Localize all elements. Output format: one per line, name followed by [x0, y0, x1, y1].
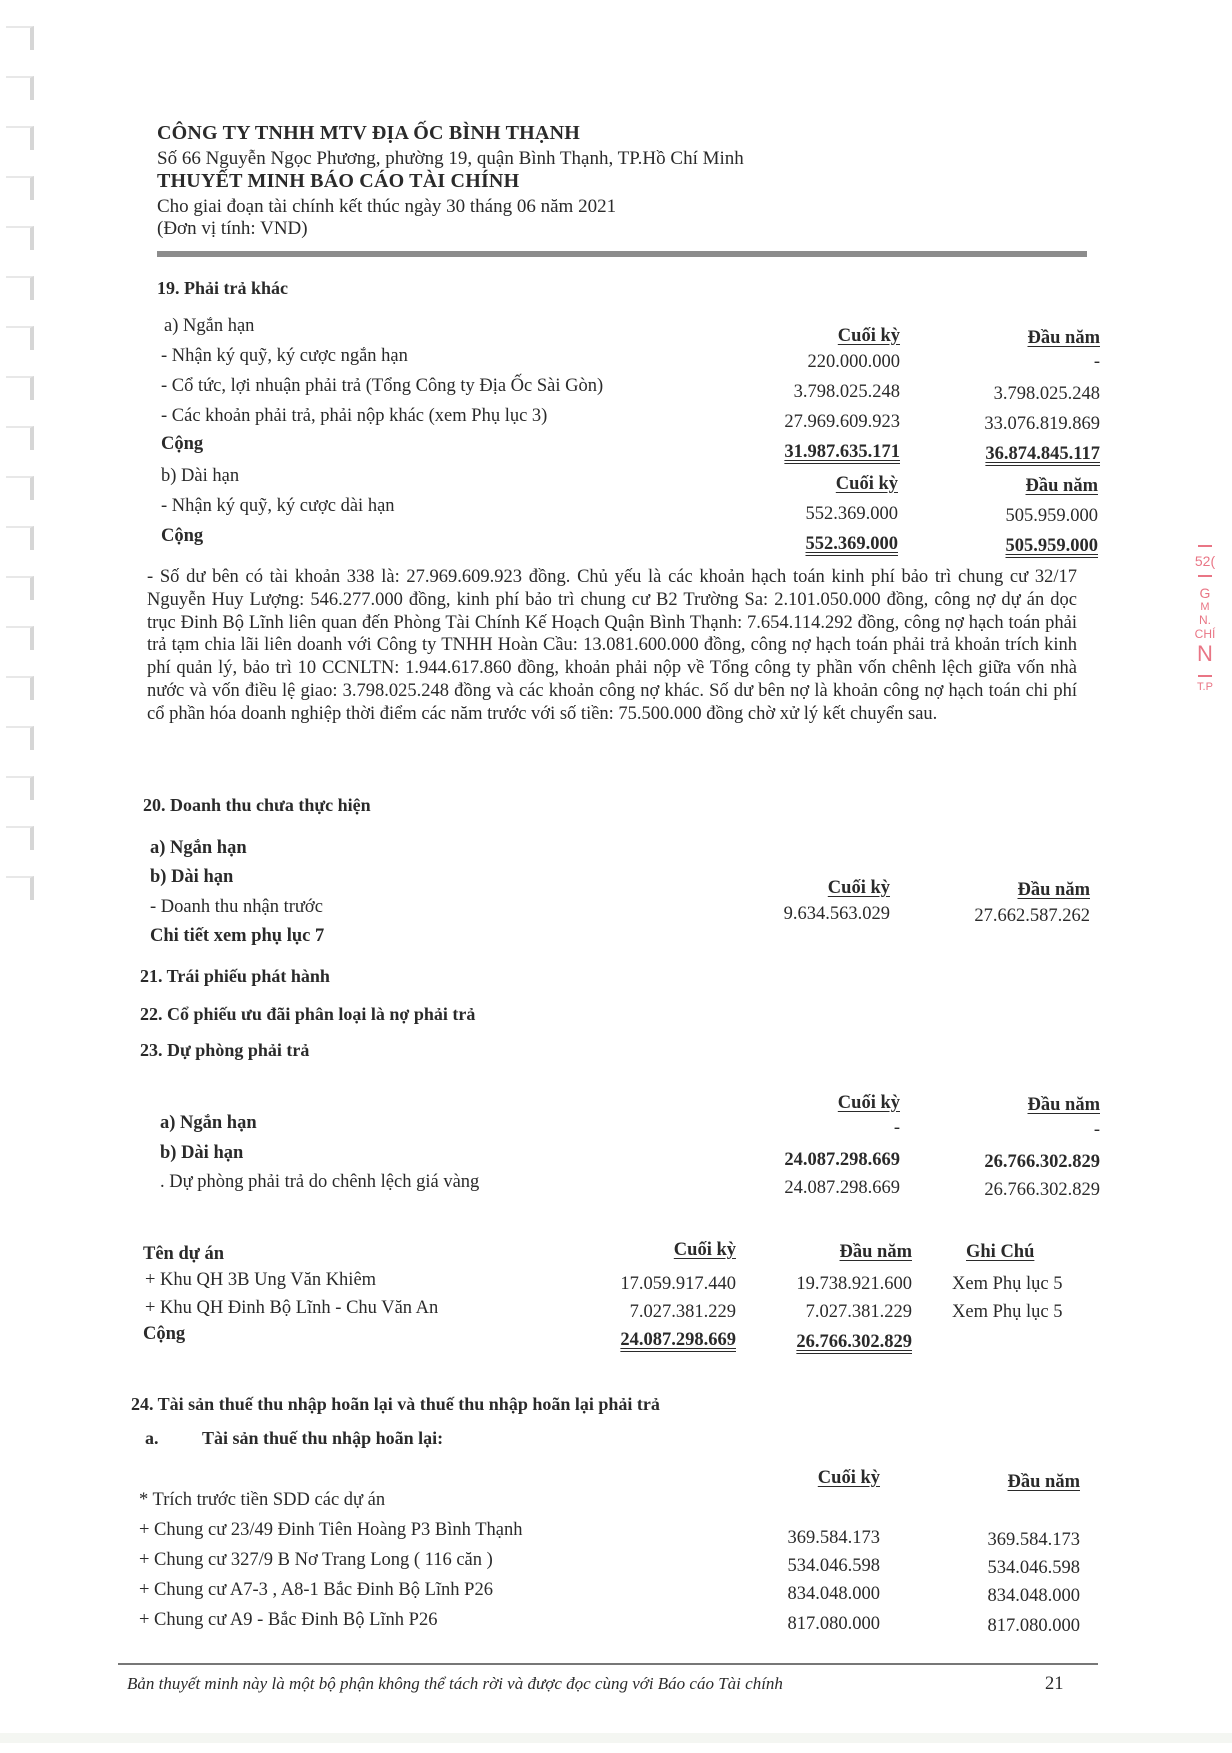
stamp-text: CHÍ	[1194, 627, 1216, 641]
header-divider	[157, 251, 1087, 257]
row-end-value: 817.080.000	[787, 1614, 880, 1634]
row-label: + Chung cư A7-3 , A8-1 Bắc Đinh Bộ Lĩnh P26	[139, 1580, 493, 1600]
s24-subsection-title: Tài sản thuế thu nhập hoãn lại:	[202, 1428, 444, 1448]
total-start-value: 26.766.302.829	[796, 1332, 912, 1352]
row-end-value: 9.634.563.029	[783, 904, 890, 924]
row-end-value: 24.087.298.669	[784, 1150, 900, 1170]
row-start-value: 369.584.173	[987, 1530, 1080, 1550]
row-start-value: 817.080.000	[987, 1616, 1080, 1636]
section-22-title: 22. Cổ phiếu ưu đãi phân loại là nợ phải trả	[140, 1004, 476, 1024]
section-19-title: 19. Phải trả khác	[157, 278, 289, 298]
total-end-value: 552.369.000	[805, 534, 898, 554]
row-label: + Chung cư A9 - Bắc Đinh Bộ Lĩnh P26	[139, 1610, 438, 1630]
report-title: THUYẾT MINH BÁO CÁO TÀI CHÍNH	[157, 170, 520, 192]
s24-group-label: * Trích trước tiền SDD các dự án	[139, 1490, 386, 1510]
row-label: - Cổ tức, lợi nhuận phải trả (Tổng Công ty Địa Ốc Sài Gòn)	[161, 376, 604, 396]
total-label: Cộng	[161, 526, 204, 546]
row-end-value: 369.584.173	[787, 1528, 880, 1548]
row-start-value: 534.046.598	[987, 1558, 1080, 1578]
section-20-title: 20. Doanh thu chưa thực hiện	[143, 795, 371, 815]
s19-col-end-header: Cuối kỳ	[837, 326, 900, 346]
project-col-end-header: Cuối kỳ	[673, 1240, 736, 1260]
s19-long-term-label: b) Dài hạn	[161, 466, 240, 486]
row-start-value: -	[1093, 1120, 1100, 1140]
company-name: CÔNG TY TNHH MTV ĐỊA ỐC BÌNH THẠNH	[157, 122, 580, 144]
s19-note-paragraph: - Số dư bên có tài khoản 338 là: 27.969.609.923 đồng. Chủ yếu là các khoản hạch toán kinh phí bảo trì chung cư 32/17 Nguyễn Huy Lượng: 546.277.000 đồng, kinh phí bảo trì chung cư B2 Trường Sa: 2.101.050.000 đồng, công nợ dự án dọc trục Đinh Bộ Lĩnh liên quan đến Phòng Tài Chính Kế Hoạch Quận Bình Thạnh: 7.654.114.292 đồng, công nợ hạch toán phải trả tạm chia lãi liên doanh với Công ty TNHH Hoàn Cầu: 13.081.600.000 đồng, công nợ hạch toán phải trả khoản trích kinh phí quản lý, bảo trì 10 CCNLTN: 1.944.617.860 đồng, khoản phải nộp về Tổng công ty phần vốn chênh lệch giữa vốn nhà nước và vốn điều lệ giao: 3.798.025.248 đồng và các khoản công nợ khác. Số dư bên nợ là khoản công nợ hạch toán chi phí cổ phần hóa doanh nghiệp thời điểm các năm trước với số tiền: 75.500.000 đồng chờ xử lý kết chuyển sau.	[147, 567, 1077, 724]
currency-unit: (Đơn vị tính: VND)	[157, 218, 308, 239]
project-col-note-header: Ghi Chú	[966, 1242, 1035, 1262]
s24-subsection-marker: a.	[145, 1428, 159, 1448]
row-start-value: 7.027.381.229	[805, 1302, 912, 1322]
row-start-value: -	[1093, 352, 1100, 372]
s19b-col-end-header: Cuối kỳ	[835, 474, 898, 494]
s24-col-end-header: Cuối kỳ	[817, 1468, 880, 1488]
row-label: + Khu QH Đinh Bộ Lĩnh - Chu Văn An	[145, 1298, 439, 1318]
row-start-value: 26.766.302.829	[984, 1180, 1100, 1200]
s19-short-term-label: a) Ngắn hạn	[164, 316, 255, 336]
stamp-text: N	[1197, 641, 1213, 666]
row-end-value: 220.000.000	[807, 352, 900, 372]
row-end-value: 7.027.381.229	[629, 1302, 736, 1322]
row-label: - Nhận ký quỹ, ký cược dài hạn	[161, 496, 395, 516]
s19-col-start-header: Đầu năm	[1027, 328, 1100, 348]
total-label: Cộng	[161, 434, 204, 454]
row-label: b) Dài hạn	[160, 1143, 244, 1163]
row-label: + Khu QH 3B Ung Văn Khiêm	[145, 1270, 377, 1290]
s20-short-term-label: a) Ngắn hạn	[150, 838, 247, 858]
project-col-start-header: Đầu năm	[839, 1242, 912, 1262]
stamp-text: 52(	[1194, 553, 1216, 569]
stamp-text: M	[1200, 601, 1210, 613]
section-24-title: 24. Tài sản thuế thu nhập hoãn lại và thuế thu nhập hoãn lại phải trả	[131, 1394, 660, 1414]
section-23-title: 23. Dự phòng phải trả	[140, 1040, 310, 1060]
total-start-value: 36.874.845.117	[985, 444, 1100, 464]
row-end-value: -	[893, 1118, 900, 1138]
s23-col-start-header: Đầu năm	[1027, 1095, 1100, 1115]
scan-edge	[0, 1733, 1232, 1743]
row-start-value: 26.766.302.829	[984, 1152, 1100, 1172]
s19b-col-start-header: Đầu năm	[1025, 476, 1098, 496]
stamp-text: G	[1199, 585, 1211, 601]
row-note: Xem Phụ lục 5	[952, 1302, 1063, 1322]
company-stamp-fragment	[1190, 545, 1220, 765]
s20-col-end-header: Cuối kỳ	[827, 878, 890, 898]
page-number: 21	[1045, 1674, 1064, 1694]
row-start-value: 834.048.000	[987, 1586, 1080, 1606]
section-21-title: 21. Trái phiếu phát hành	[140, 966, 330, 986]
row-label: - Các khoản phải trả, phải nộp khác (xem Phụ lục 3)	[161, 406, 548, 426]
s20-detail-note: Chi tiết xem phụ lục 7	[150, 926, 325, 946]
footer-note: Bản thuyết minh này là một bộ phận không thể tách rời và được đọc cùng với Báo cáo Tài chính	[127, 1674, 783, 1693]
row-end-value: 534.046.598	[787, 1556, 880, 1576]
footer-divider	[118, 1663, 1098, 1665]
stamp-text: N.	[1199, 613, 1211, 627]
s24-col-start-header: Đầu năm	[1007, 1472, 1080, 1492]
row-end-value: 17.059.917.440	[620, 1274, 736, 1294]
row-label: - Doanh thu nhận trước	[150, 897, 323, 917]
row-label: + Chung cư 23/49 Đinh Tiên Hoàng P3 Bình Thạnh	[139, 1520, 523, 1540]
s20-long-term-label: b) Dài hạn	[150, 867, 234, 887]
s23-col-end-header: Cuối kỳ	[837, 1093, 900, 1113]
row-note: Xem Phụ lục 5	[952, 1274, 1063, 1294]
row-end-value: 27.969.609.923	[784, 412, 900, 432]
row-start-value: 19.738.921.600	[796, 1274, 912, 1294]
row-label: - Nhận ký quỹ, ký cược ngắn hạn	[161, 346, 408, 366]
row-end-value: 834.048.000	[787, 1584, 880, 1604]
row-label: a) Ngắn hạn	[160, 1113, 257, 1133]
row-end-value: 24.087.298.669	[784, 1178, 900, 1198]
row-start-value: 3.798.025.248	[993, 384, 1100, 404]
total-start-value: 505.959.000	[1005, 536, 1098, 556]
row-start-value: 505.959.000	[1005, 506, 1098, 526]
stamp-text: T.P	[1197, 681, 1213, 693]
row-end-value: 3.798.025.248	[793, 382, 900, 402]
total-end-value: 31.987.635.171	[784, 442, 900, 462]
total-end-value: 24.087.298.669	[620, 1330, 736, 1350]
row-label: + Chung cư 327/9 B Nơ Trang Long ( 116 căn )	[139, 1550, 493, 1570]
row-start-value: 27.662.587.262	[974, 906, 1090, 926]
project-col-header: Tên dự án	[143, 1244, 225, 1264]
total-label: Cộng	[143, 1324, 186, 1344]
row-label: . Dự phòng phải trả do chênh lệch giá vàng	[160, 1172, 480, 1192]
row-end-value: 552.369.000	[805, 504, 898, 524]
s20-col-start-header: Đầu năm	[1017, 880, 1090, 900]
row-start-value: 33.076.819.869	[984, 414, 1100, 434]
report-period: Cho giai đoạn tài chính kết thúc ngày 30 tháng 06 năm 2021	[157, 196, 617, 217]
company-address: Số 66 Nguyễn Ngọc Phương, phường 19, quận Bình Thạnh, TP.Hồ Chí Minh	[157, 148, 744, 169]
